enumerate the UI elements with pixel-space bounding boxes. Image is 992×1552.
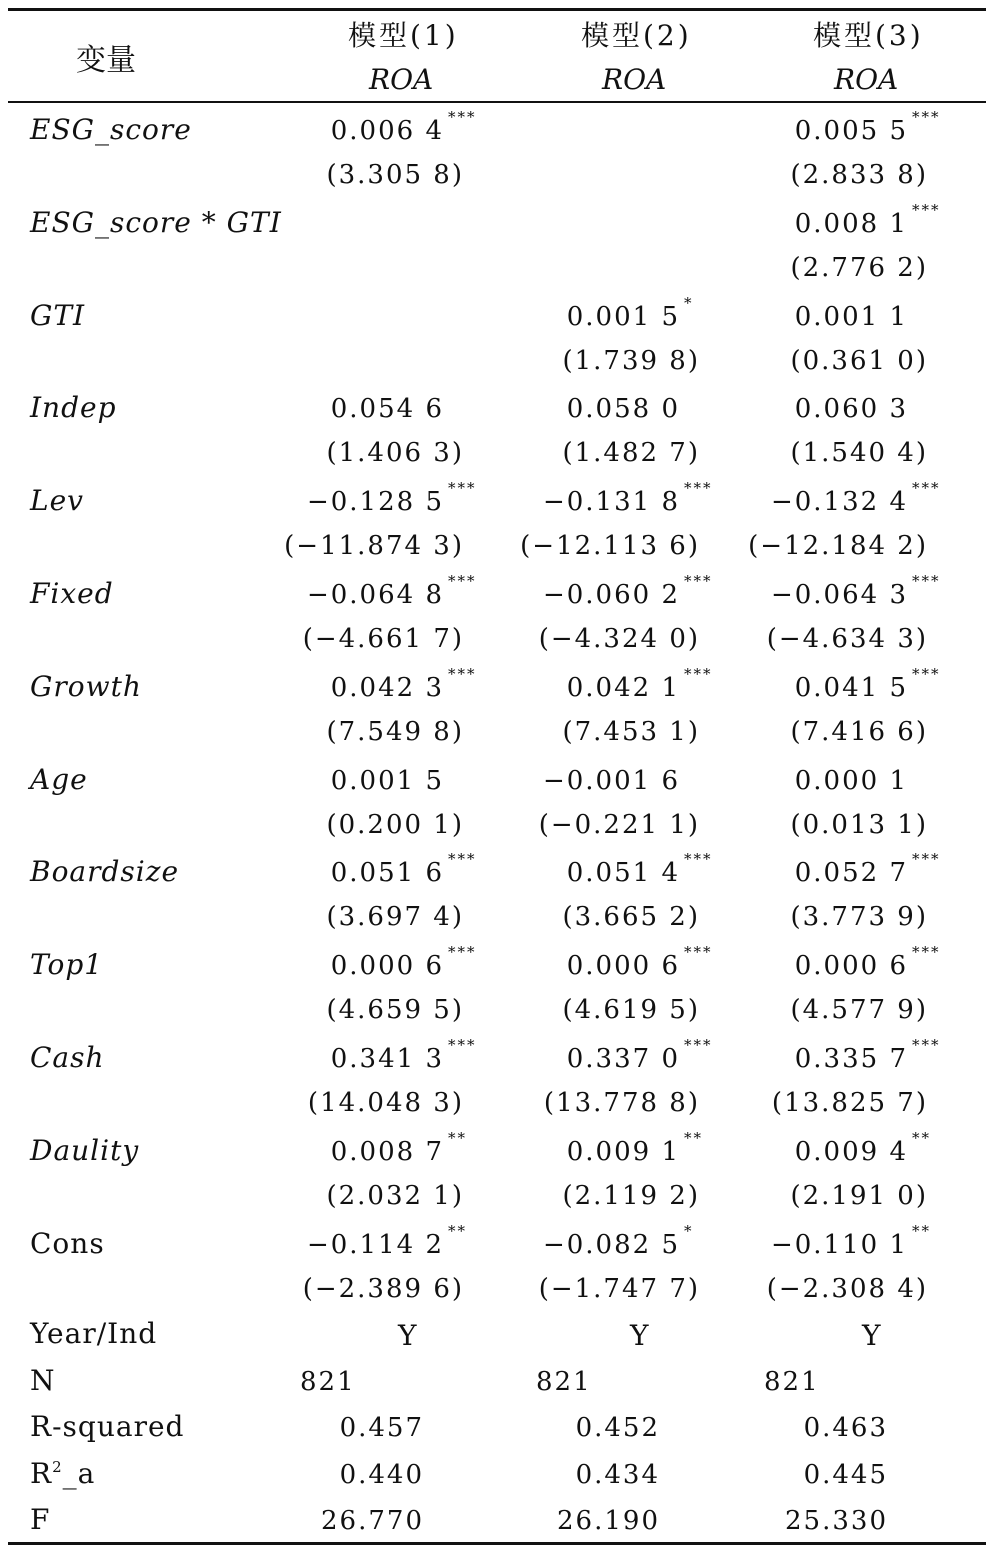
- t-statistic: (2.119 2): [562, 1180, 700, 1211]
- model-3-header: 模型(3): [813, 19, 924, 52]
- model-1-dependent-var: ROA: [369, 63, 434, 96]
- variable-name: Daulity: [30, 1133, 140, 1167]
- significance-stars: ***: [912, 200, 941, 219]
- t-statistic: (13.825 7): [771, 1088, 928, 1118]
- significance-stars: **: [912, 1221, 931, 1240]
- variable-name: Cash: [30, 1041, 105, 1074]
- t-statistic: (1.406 3): [326, 438, 464, 469]
- coefficient-value: 0.051 6: [330, 858, 444, 889]
- footer-value: 821: [536, 1366, 592, 1397]
- table-header-rule: [8, 101, 986, 103]
- t-statistic: (−11.874 3): [284, 531, 464, 562]
- t-statistic: (7.453 1): [562, 716, 700, 747]
- footer-value: 0.434: [575, 1459, 660, 1490]
- t-statistic: (3.665 2): [562, 902, 700, 933]
- coefficient-value: 0.054 6: [330, 394, 444, 425]
- significance-stars: ***: [448, 1036, 477, 1054]
- footer-value: Y: [398, 1319, 419, 1352]
- footer-value: 0.440: [339, 1459, 424, 1490]
- coefficient-value: 0.008 7: [330, 1136, 444, 1167]
- t-statistic: (2.833 8): [790, 160, 928, 190]
- t-statistic: (13.778 8): [543, 1088, 700, 1118]
- coefficient-value: 0.001 5: [566, 301, 680, 332]
- significance-stars: ***: [912, 479, 941, 498]
- significance-stars: ***: [912, 108, 941, 126]
- variable-name: Top1: [30, 948, 104, 982]
- table-bottom-rule: [8, 1542, 986, 1545]
- variable-name: ESG_score * GTI: [30, 205, 282, 239]
- significance-stars: ***: [912, 1036, 941, 1054]
- variable-header: 变量: [76, 43, 136, 78]
- coefficient-value: 0.008 1: [794, 208, 908, 239]
- footer-value: 0.463: [803, 1413, 888, 1443]
- coefficient-value: −0.064 3: [770, 580, 908, 610]
- footer-value: Y: [862, 1319, 883, 1352]
- significance-stars: ***: [684, 943, 713, 962]
- t-statistic: (4.659 5): [326, 995, 464, 1026]
- coefficient-value: 0.005 5: [794, 116, 908, 146]
- footer-value: 821: [764, 1366, 820, 1397]
- significance-stars: ***: [912, 850, 941, 869]
- footer-value: 0.457: [339, 1413, 424, 1443]
- significance-stars: **: [448, 1221, 467, 1240]
- coefficient-value: 0.009 4: [794, 1136, 908, 1167]
- model-2-header: 模型(2): [581, 19, 692, 52]
- coefficient-value: 0.000 6: [794, 951, 908, 982]
- t-statistic: (1.482 7): [562, 438, 700, 469]
- t-statistic: (4.619 5): [562, 995, 700, 1026]
- t-statistic: (0.013 1): [790, 809, 928, 840]
- coefficient-value: 0.000 6: [566, 951, 680, 982]
- t-statistic: (0.361 0): [790, 345, 928, 376]
- footer-label: F: [30, 1503, 51, 1536]
- footer-value: Y: [630, 1319, 651, 1352]
- superscript-2: 2: [52, 1457, 63, 1476]
- t-statistic: (2.191 0): [790, 1180, 928, 1211]
- t-statistic: (−12.184 2): [748, 531, 928, 562]
- t-statistic: (4.577 9): [790, 995, 928, 1026]
- coefficient-value: 0.000 6: [330, 951, 444, 982]
- coefficient-value: −0.128 5: [306, 487, 444, 518]
- coefficient-value: 0.042 3: [330, 672, 444, 703]
- significance-stars: ***: [448, 850, 477, 869]
- significance-stars: *: [684, 293, 694, 312]
- significance-stars: ***: [684, 664, 713, 683]
- significance-stars: ***: [448, 943, 477, 962]
- t-statistic: (−12.113 6): [520, 531, 700, 562]
- coefficient-value: 0.041 5: [794, 672, 908, 703]
- coefficient-value: −0.082 5: [542, 1229, 680, 1260]
- t-statistic: (−0.221 1): [538, 809, 700, 840]
- footer-label: R-squared: [30, 1410, 185, 1443]
- variable-name: Indep: [30, 391, 117, 425]
- coefficient-value: 0.001 1: [794, 301, 908, 332]
- variable-name: GTI: [30, 298, 86, 332]
- coefficient-value: 0.060 3: [794, 394, 908, 425]
- coefficient-value: 0.341 3: [330, 1044, 444, 1074]
- t-statistic: (2.776 2): [790, 252, 928, 283]
- t-statistic: (−1.747 7): [538, 1273, 700, 1304]
- significance-stars: **: [448, 1128, 467, 1147]
- footer-label: Year/Ind: [30, 1317, 158, 1350]
- footer-label: N: [30, 1363, 56, 1397]
- variable-name: Cons: [30, 1226, 105, 1260]
- significance-stars: ***: [684, 850, 713, 869]
- significance-stars: *: [684, 1221, 694, 1240]
- variable-name: Age: [30, 762, 88, 796]
- significance-stars: ***: [912, 664, 941, 683]
- coefficient-value: −0.001 6: [542, 765, 680, 796]
- t-statistic: (−4.634 3): [766, 624, 928, 654]
- significance-stars: ***: [448, 572, 477, 590]
- significance-stars: ***: [684, 1036, 713, 1054]
- model-3-dependent-var: ROA: [834, 63, 899, 96]
- t-statistic: (3.697 4): [326, 902, 464, 933]
- t-statistic: (−4.324 0): [538, 624, 700, 654]
- variable-name: Fixed: [30, 577, 114, 610]
- variable-name: Lev: [30, 484, 84, 518]
- t-statistic: (2.032 1): [326, 1180, 464, 1211]
- coefficient-value: 0.058 0: [566, 394, 680, 425]
- significance-stars: ***: [684, 572, 713, 590]
- coefficient-value: 0.052 7: [794, 858, 908, 889]
- coefficient-value: −0.114 2: [306, 1229, 444, 1260]
- coefficient-value: 0.042 1: [566, 672, 680, 703]
- footer-value: 26.190: [557, 1506, 660, 1536]
- footer-value: 0.452: [575, 1413, 660, 1443]
- model-1-header: 模型(1): [348, 19, 459, 52]
- t-statistic: (−2.389 6): [302, 1273, 464, 1304]
- variable-name: Growth: [30, 669, 142, 703]
- footer-value: 821: [300, 1366, 356, 1397]
- coefficient-value: 0.001 5: [330, 765, 444, 796]
- t-statistic: (−2.308 4): [766, 1273, 928, 1304]
- coefficient-value: −0.060 2: [542, 580, 680, 610]
- footer-value: 25.330: [785, 1506, 888, 1536]
- coefficient-value: 0.335 7: [794, 1044, 908, 1074]
- significance-stars: **: [684, 1128, 703, 1147]
- significance-stars: **: [912, 1128, 931, 1147]
- significance-stars: ***: [448, 479, 477, 498]
- t-statistic: (14.048 3): [307, 1088, 464, 1118]
- t-statistic: (0.200 1): [326, 809, 464, 840]
- t-statistic: (3.773 9): [790, 902, 928, 933]
- significance-stars: ***: [912, 943, 941, 962]
- variable-name: Boardsize: [30, 855, 180, 889]
- coefficient-value: 0.051 4: [566, 858, 680, 889]
- significance-stars: ***: [912, 572, 941, 590]
- coefficient-value: 0.009 1: [566, 1136, 680, 1167]
- coefficient-value: 0.337 0: [566, 1044, 680, 1074]
- coefficient-value: 0.006 4: [330, 116, 444, 146]
- coefficient-value: −0.110 1: [770, 1229, 908, 1260]
- footer-value: 26.770: [321, 1506, 424, 1536]
- coefficient-value: −0.132 4: [770, 487, 908, 518]
- coefficient-value: −0.131 8: [542, 487, 680, 518]
- footer-value: 0.445: [803, 1459, 888, 1490]
- t-statistic: (7.416 6): [790, 716, 928, 747]
- significance-stars: ***: [448, 664, 477, 683]
- coefficient-value: 0.000 1: [794, 765, 908, 796]
- significance-stars: ***: [684, 479, 713, 498]
- t-statistic: (−4.661 7): [302, 624, 464, 654]
- footer-label: $R^2\_a$: [30, 1456, 96, 1490]
- t-statistic: (7.549 8): [326, 716, 464, 747]
- t-statistic: (3.305 8): [326, 160, 464, 190]
- model-2-dependent-var: ROA: [602, 63, 667, 96]
- coefficient-value: −0.064 8: [306, 580, 444, 610]
- significance-stars: ***: [448, 108, 477, 126]
- variable-name: ESG_score: [30, 113, 192, 146]
- t-statistic: (1.540 4): [790, 438, 928, 469]
- table-top-rule: [8, 8, 986, 11]
- t-statistic: (1.739 8): [562, 345, 700, 376]
